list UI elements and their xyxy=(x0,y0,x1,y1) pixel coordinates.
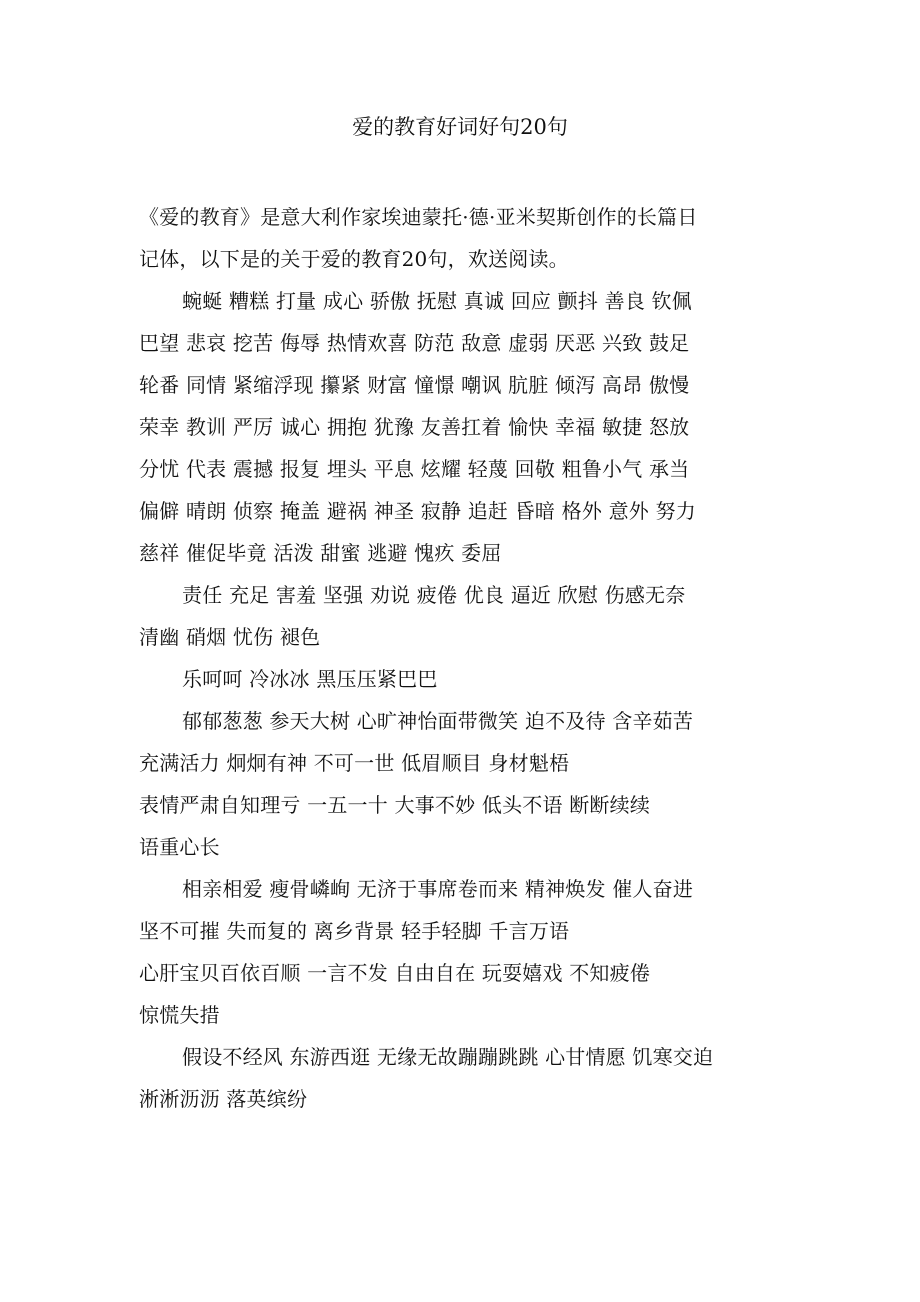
document-title: 爱的教育好词好句20句 xyxy=(352,115,568,139)
idiom-line: 假设不经风 东游西逛 无缘无故蹦蹦跳跳 心甘情愿 饥寒交迫 xyxy=(182,1045,714,1069)
word-line: 轮番 同情 紧缩浮现 攥紧 财富 憧憬 嘲讽 肮脏 倾泻 高昂 傲慢 xyxy=(139,373,690,397)
idiom-line: 淅淅沥沥 落英缤纷 xyxy=(139,1087,308,1111)
idiom-line: 心肝宝贝百依百顺 一言不发 自由自在 玩耍嬉戏 不知疲倦 xyxy=(139,961,651,985)
intro-line-1: 《爱的教育》是意大利作家埃迪蒙托·德·亚米契斯创作的长篇日 xyxy=(139,205,698,229)
idiom-line: 表情严肃自知理亏 一五一十 大事不妙 低头不语 断断续续 xyxy=(139,793,651,817)
word-line: 巴望 悲哀 挖苦 侮辱 热情欢喜 防范 敌意 虚弱 厌恶 兴致 鼓足 xyxy=(139,331,690,355)
idiom-line: 语重心长 xyxy=(139,835,220,859)
word-line: 偏僻 晴朗 侦察 掩盖 避祸 神圣 寂静 追赶 昏暗 格外 意外 努力 xyxy=(139,499,696,523)
word-line: 分忧 代表 震撼 报复 埋头 平息 炫耀 轻蔑 回敬 粗鲁小气 承当 xyxy=(139,457,690,481)
idiom-line: 坚不可摧 失而复的 离乡背景 轻手轻脚 千言万语 xyxy=(139,919,570,943)
word-line: 蜿蜒 糟糕 打量 成心 骄傲 抚慰 真诚 回应 颤抖 善良 钦佩 xyxy=(182,289,692,313)
idiom-line: 郁郁葱葱 参天大树 心旷神怡面带微笑 迫不及待 含辛茹苦 xyxy=(182,709,694,733)
intro-line-2: 记体，以下是的关于爱的教育20句，欢送阅读。 xyxy=(139,247,569,271)
idiom-line: 相亲相爱 瘦骨嶙峋 无济于事席卷而来 精神焕发 催人奋进 xyxy=(182,877,694,901)
word-line: 责任 充足 害羞 坚强 劝说 疲倦 优良 逼近 欣慰 伤感无奈 xyxy=(182,583,686,607)
idiom-line: 充满活力 炯炯有神 不可一世 低眉顺目 身材魁梧 xyxy=(139,751,570,775)
idiom-line: 惊慌失措 xyxy=(139,1003,220,1027)
word-line: 慈祥 催促毕竟 活泼 甜蜜 逃避 愧疚 委屈 xyxy=(139,541,502,565)
word-line: 荣幸 教训 严厉 诚心 拥抱 犹豫 友善扛着 愉快 幸福 敏捷 怒放 xyxy=(139,415,690,439)
word-line: 清幽 硝烟 忧伤 褪色 xyxy=(139,625,321,649)
word-line: 乐呵呵 冷冰冰 黑压压紧巴巴 xyxy=(182,667,438,691)
